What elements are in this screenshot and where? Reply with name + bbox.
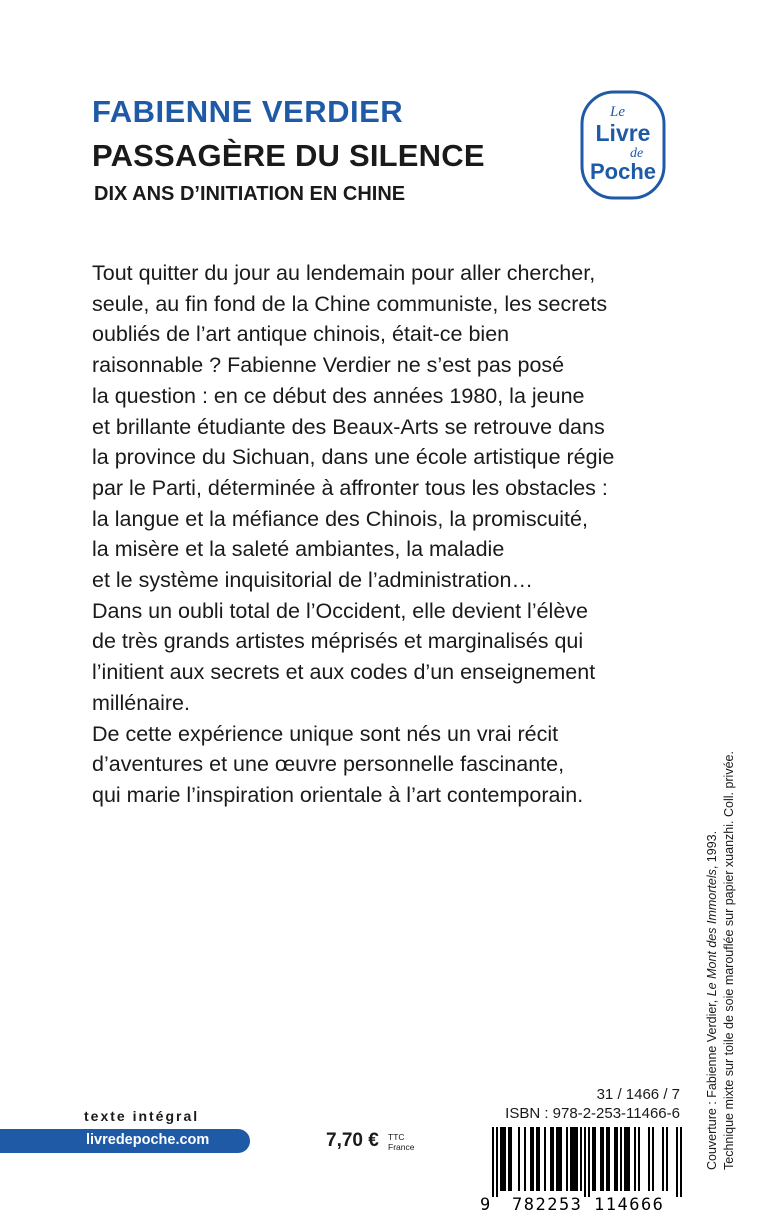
barcode-bar [580, 1127, 582, 1191]
barcode-bar [676, 1127, 678, 1197]
barcode-bar [652, 1127, 654, 1191]
barcode-bar [574, 1127, 576, 1191]
isbn-number: ISBN : 978-2-253-11466-6 [505, 1105, 680, 1122]
blurb-line: de très grands artistes méprisés et marginalisés qui [92, 629, 584, 654]
credit-line-1 [704, 710, 721, 1170]
credit-prefix: Couverture : Fabienne Verdier, [705, 996, 719, 1170]
barcode-bar [608, 1127, 610, 1191]
barcode-bar [536, 1127, 538, 1191]
barcode-bar [606, 1127, 608, 1191]
barcode-bar [492, 1127, 494, 1197]
barcode-left-digits: 782253 [512, 1195, 583, 1215]
credit-suffix: , 1993. [705, 830, 719, 870]
price-tax-note [388, 1132, 414, 1152]
blurb-line: la misère et la saleté ambiantes, la maladie [92, 537, 505, 562]
barcode-bar [570, 1127, 572, 1191]
barcode-bar [552, 1127, 554, 1191]
price: 7,70 € [326, 1130, 379, 1151]
blurb-line: seule, au fin fond de la Chine communiste, les secrets [92, 291, 608, 316]
website-banner [0, 1129, 250, 1153]
barcode-bar [594, 1127, 596, 1191]
barcode-bar [634, 1127, 636, 1191]
publisher-logo [580, 90, 666, 200]
book-subtitle: DIX ANS D’INITIATION EN CHINE [94, 183, 406, 205]
blurb-line: raisonnable ? Fabienne Verdier ne s’est pas posé [92, 353, 565, 378]
barcode-bar [584, 1127, 586, 1197]
barcode-bar [576, 1127, 578, 1191]
barcode-bar [680, 1127, 682, 1197]
barcode-bar [620, 1127, 622, 1191]
barcode-bar [626, 1127, 628, 1191]
barcode-bar [508, 1127, 510, 1191]
barcode-bar [544, 1127, 546, 1191]
blurb-line: la langue et la méfiance des Chinois, la promiscuité, [92, 506, 588, 531]
barcode-bar [550, 1127, 552, 1191]
credit-line-2: Technique mixte sur toile de soie marouflée sur papier xuanzhi. Coll. privée. [722, 751, 736, 1170]
blurb-line: l’initient aux secrets et aux codes d’un enseignement [92, 660, 596, 685]
barcode-bar [502, 1127, 504, 1191]
cover-credit [704, 710, 744, 1170]
barcode-bar [588, 1127, 590, 1197]
barcode-first-digit: 9 [480, 1195, 491, 1215]
barcode-bar [566, 1127, 568, 1191]
website-link[interactable]: livredepoche.com [86, 1132, 210, 1148]
tax-line-1: TTC [388, 1132, 405, 1142]
logo-line-2: Livre [595, 120, 651, 146]
barcode-right-digits: 114666 [594, 1195, 665, 1215]
barcode-bars-icon [490, 1127, 684, 1197]
barcode-bar [556, 1127, 558, 1191]
credit-artwork-title: Le Mont des Immortels [705, 869, 719, 997]
logo-line-4: Poche [589, 159, 657, 184]
barcode-bar [628, 1127, 630, 1191]
barcode-bar [602, 1127, 604, 1191]
barcode-bar [518, 1127, 520, 1191]
publisher-logo-icon [580, 90, 666, 200]
barcode [480, 1127, 684, 1215]
back-cover-blurb [92, 258, 712, 811]
blurb-line: la question : en ce début des années 1980, la jeune [92, 383, 585, 408]
barcode-bar [530, 1127, 532, 1191]
blurb-line: et le système inquisitorial de l’administration… [92, 568, 533, 593]
author-name: FABIENNE VERDIER [92, 94, 404, 129]
barcode-bar [662, 1127, 664, 1191]
barcode-bar [504, 1127, 506, 1191]
blurb-line: qui marie l’inspiration orientale à l’art contemporain. [92, 782, 584, 807]
barcode-bar [538, 1127, 540, 1191]
blurb-line: et brillante étudiante des Beaux-Arts se retrouve dans [92, 414, 605, 439]
barcode-bar [532, 1127, 534, 1191]
blurb-line: par le Parti, déterminée à affronter tous les obstacles : [92, 475, 608, 500]
barcode-bar [500, 1127, 502, 1191]
barcode-bar [614, 1127, 616, 1191]
barcode-bar [666, 1127, 668, 1191]
barcode-bar [558, 1127, 560, 1191]
barcode-bar [510, 1127, 512, 1191]
blurb-line: Tout quitter du jour au lendemain pour aller chercher, [92, 261, 596, 285]
barcode-bar [638, 1127, 640, 1191]
blurb-line: d’aventures et une œuvre personnelle fascinante, [92, 752, 565, 777]
barcode-bar [524, 1127, 526, 1191]
tax-line-2: France [388, 1142, 415, 1152]
blurb-line: oubliés de l’art antique chinois, était-ce bien [92, 322, 510, 347]
reference-number: 31 / 1466 / 7 [596, 1086, 680, 1103]
blurb-line: millénaire. [92, 690, 190, 715]
blurb-line: la province du Sichuan, dans une école artistique régie [92, 445, 615, 470]
barcode-bar [496, 1127, 498, 1197]
blurb-line: Dans un oubli total de l’Occident, elle devient l’élève [92, 598, 588, 623]
barcode-bar [648, 1127, 650, 1191]
barcode-bar [592, 1127, 594, 1191]
barcode-bar [624, 1127, 626, 1191]
barcode-bar [600, 1127, 602, 1191]
book-title: PASSAGÈRE DU SILENCE [92, 138, 485, 173]
barcode-bar [616, 1127, 618, 1191]
edition-label: texte intégral [84, 1108, 200, 1124]
logo-line-3: de [630, 146, 644, 161]
barcode-bar [572, 1127, 574, 1191]
blurb-line: De cette expérience unique sont nés un vrai récit [92, 721, 559, 746]
barcode-bar [560, 1127, 562, 1191]
logo-line-1: Le [610, 104, 625, 120]
